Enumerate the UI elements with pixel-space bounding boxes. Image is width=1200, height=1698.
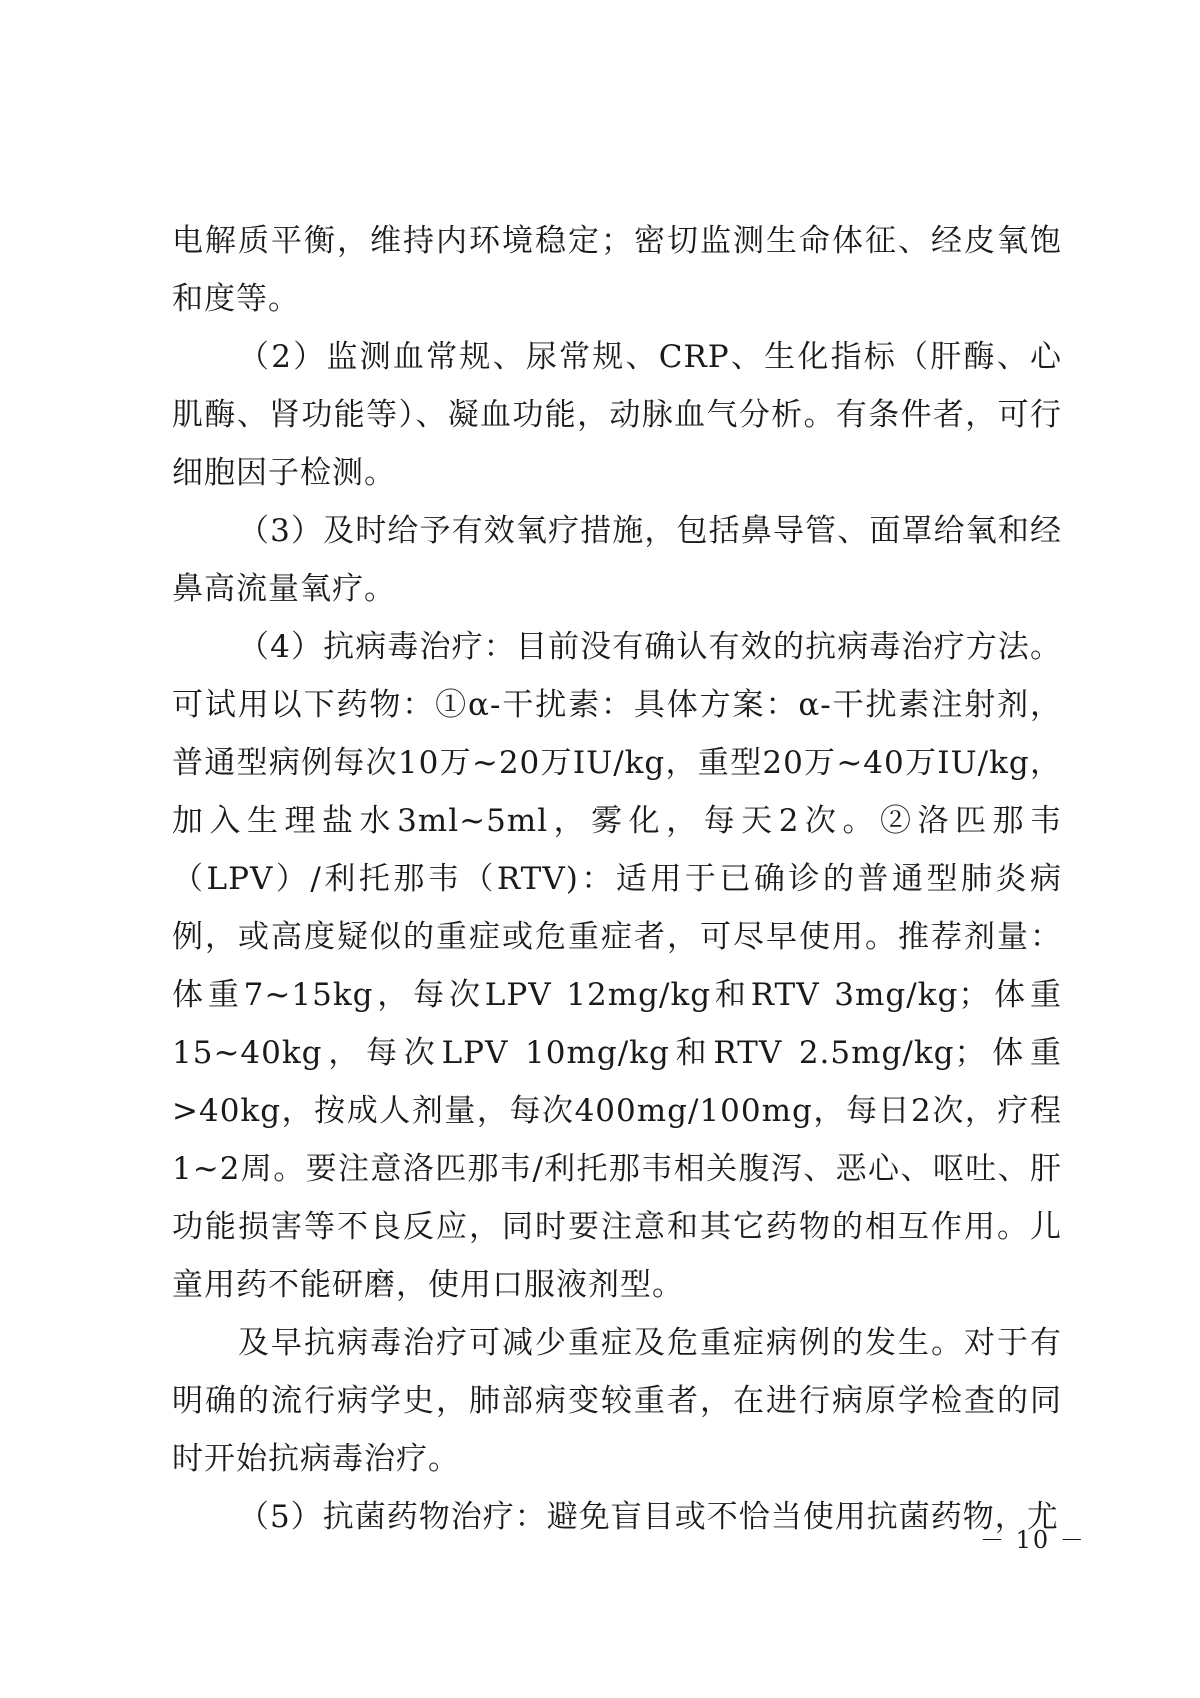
paragraph-item-3: （3）及时给予有效氧疗措施，包括鼻导管、面罩给氧和经鼻高流量氧疗。: [172, 513, 1062, 607]
paragraph-item-4: （4）抗病毒治疗：目前没有确认有效的抗病毒治疗方法。可试用以下药物：①α-干扰素：具体方案：α-干扰素注射剂，普通型病例每次10万~20万IU/kg，重型20万~40万IU/kg，加入生理盐水3ml~5ml，雾化，每天2次。②洛匹那韦（LPV）/利托那韦（RTV)：适用于已确诊的普通型肺炎病例，或高度疑似的重症或危重症者，可尽早使用。推荐剂量：体重7~15kg，每次LPV 12mg/kg和RTV 3mg/kg；体重15~40kg，每次LPV 10mg/kg和RTV 2.5mg/kg；体重>40kg，按成人剂量，每次400mg/100mg，每日2次，疗程1~2周。要注意洛匹那韦/利托那韦相关腹泻、恶心、呕吐、肝功能损害等不良反应，同时要注意和其它药物的相互作用。儿童用药不能研磨，使用口服液剂型。: [172, 629, 1062, 1303]
paragraph-continuation: 电解质平衡，维持内环境稳定；密切监测生命体征、经皮氧饱和度等。: [172, 223, 1062, 317]
paragraph-item-5: （5）抗菌药物治疗：避免盲目或不恰当使用抗菌药物，尤: [238, 1499, 1059, 1535]
page-number: － 10 －: [980, 1526, 1086, 1554]
body-text: [172, 212, 1062, 1546]
paragraph-item-2: （2）监测血常规、尿常规、CRP、生化指标（肝酶、心肌酶、肾功能等）、凝血功能，动脉血气分析。有条件者，可行细胞因子检测。: [172, 339, 1062, 491]
paragraph-early-antiviral: 及早抗病毒治疗可减少重症及危重症病例的发生。对于有明确的流行病学史，肺部病变较重者，在进行病原学检查的同时开始抗病毒治疗。: [172, 1325, 1062, 1477]
